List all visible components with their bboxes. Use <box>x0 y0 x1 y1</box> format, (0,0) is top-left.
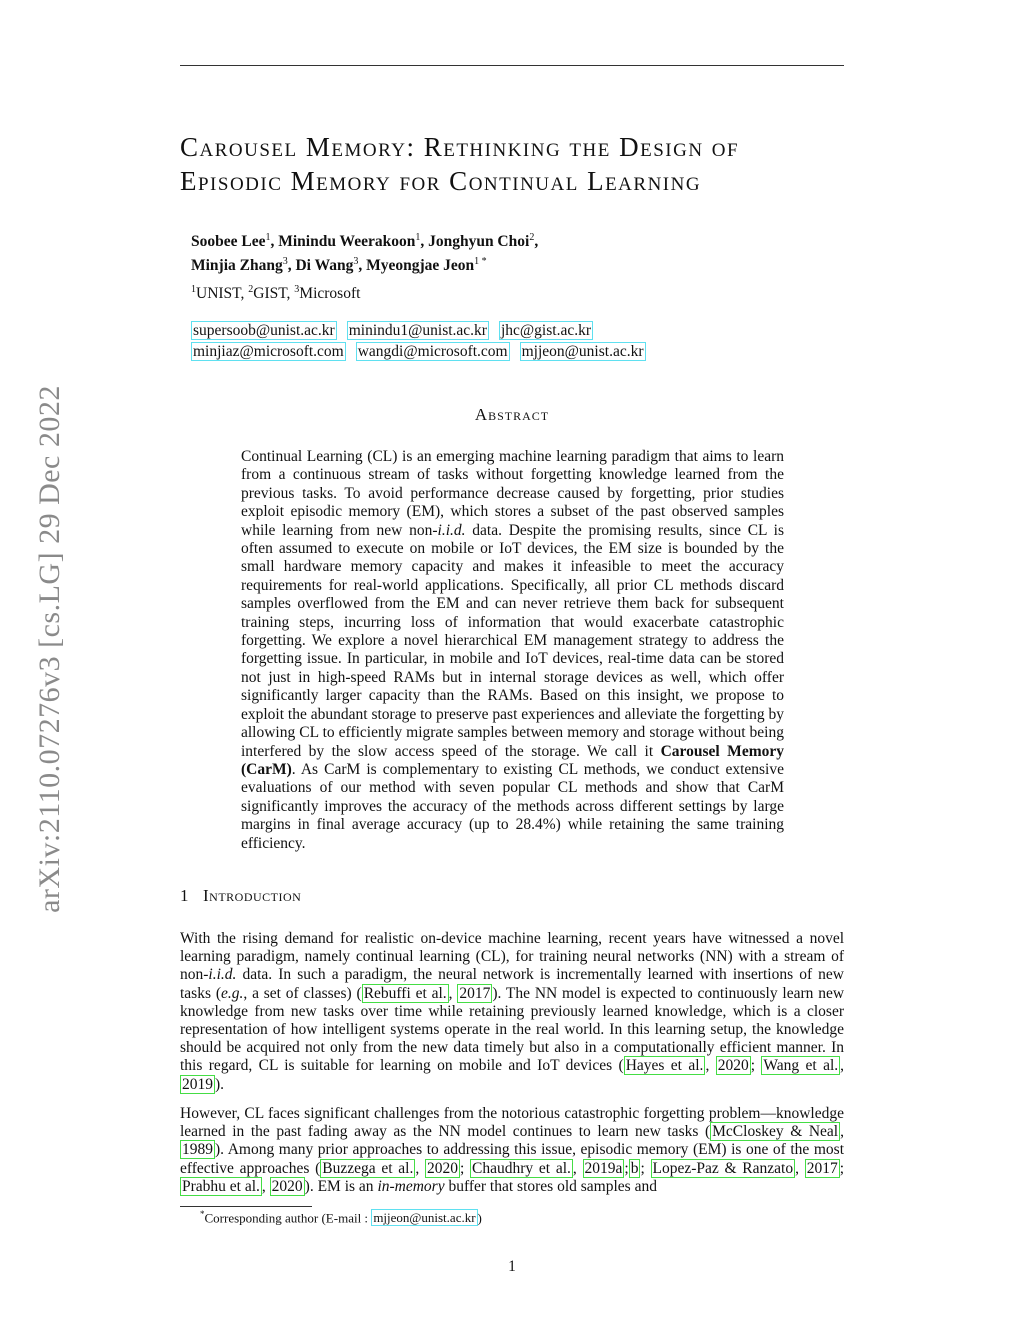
footnote-rule <box>180 1206 312 1207</box>
affiliations: $^1$UNIST, $^2$GIST, $^3$Microsoft <box>191 284 361 303</box>
carm-name: Carousel Memory (CarM) <box>241 742 784 778</box>
title-line-1: Carousel Memory: Rethinking the Design of <box>180 132 740 162</box>
citation-link[interactable]: 2020 <box>426 1159 458 1177</box>
citation-link[interactable]: 1989 <box>182 1141 213 1159</box>
citation-link[interactable]: 2017 <box>806 1159 838 1177</box>
email-link[interactable]: jhc@gist.ac.kr <box>500 322 591 339</box>
paper-title <box>180 130 850 198</box>
abstract-text: Continual Learning (CL) is an emerging machine learning paradigm that aims to learn from a continuous stream of tasks without forgetting knowledge learned from the previous tasks. To avoid performance decrease caused by forgetting, prior studies exploit episodic memory (EM), which stores a subset of the past observed samples while learning from new non-i.i.d. data. Despite the promising results, since CL is often assumed to execute on mobile or IoT devices, the EM size is bounded by the small hardware memory capacity and makes it infeasible to meet the accuracy requirements for real-world applications. Specifically, all prior CL methods discard samples overflowed from the EM and can never retrieve them back for subsequent training steps, incurring loss of information that would exacerbate catastrophic forgetting. We explore a novel hierarchical EM management strategy to address the forgetting issue. In particular, in mobile and IoT devices, real-time data can be stored not just in high-speed RAMs but in internal storage devices as well, which offer significantly larger capacity than the RAMs. Based on this insight, we propose to exploit the abundant storage to preserve past experiences and alleviate the forgetting by allowing CL to efficiently migrate samples between memory and storage without being interfered by the slow access speed of the storage. We call it Carousel Memory (CarM). As CarM is complementary to existing CL methods, we conduct extensive evaluations of our method with seven popular CL methods and show that CarM significantly improves the accuracy of the methods across different settings by large margins in final average accuracy (up to 28.4%) while retaining the same training efficiency. <box>241 448 784 852</box>
page-number: 1 <box>508 1258 516 1275</box>
email-link[interactable]: minindu1@unist.ac.kr <box>348 322 487 339</box>
email-link[interactable]: mjjeon@unist.ac.kr <box>521 343 644 360</box>
citation-link[interactable]: McCloskey & Neal <box>712 1123 839 1141</box>
author-mark: 2 <box>529 232 535 243</box>
email-line-1 <box>191 320 791 341</box>
email-link[interactable]: minjiaz@microsoft.com <box>193 343 344 360</box>
intro-paragraph-1: With the rising demand for realistic on-device machine learning, recent years have witnessed a novel learning paradigm, namely continual learning (CL), for training neural networks (NN) with a stream of non-i.i.d. data. In such a paradigm, the neural network is incrementally learned with insertions of new tasks (e.g., a set of classes) ( Rebuffi et al. , 2017 ). The NN model is expected to continuously learn new knowledge from new tasks over time while retaining previously learned knowledge, which is a closer representation of how intelligent systems operate in the real world. In this learning setup, the knowledge should be acquired not only from the new data timely but also in a computationally efficient manner. In this regard, CL is suitable for learning on mobile and IoT devices ( Hayes et al. , 2020 ; Wang et al. , 2019 ). <box>180 930 845 1093</box>
author-name: Di Wang <box>295 257 354 275</box>
citation-link[interactable]: 2020 <box>271 1177 303 1195</box>
author-name: Myeongjae Jeon <box>366 257 475 275</box>
author-name: Soobee Lee <box>191 233 266 251</box>
email-link[interactable]: supersoob@unist.ac.kr <box>193 322 335 339</box>
author-mark: 1 <box>415 232 421 243</box>
citation-link[interactable]: b <box>630 1159 639 1177</box>
email-link[interactable]: wangdi@microsoft.com <box>357 343 508 360</box>
arxiv-identifier: arXiv:2110.07276v3 [cs.LG] 29 Dec 2022 <box>33 385 66 913</box>
citation-link[interactable]: Buzzega et al. <box>322 1159 414 1177</box>
top-rule <box>180 65 844 66</box>
citation-link[interactable]: Lopez-Paz & Ranzato <box>652 1159 794 1177</box>
citation-link[interactable]: Prabhu et al. <box>182 1177 260 1195</box>
affiliation: UNIST <box>196 285 241 303</box>
citation-link[interactable]: 2020 <box>717 1057 749 1075</box>
footnote: *Corresponding author (E-mail : mjjeon@unist.ac.kr ) <box>200 1209 482 1226</box>
section-title: Introduction <box>203 886 302 905</box>
author-mark: 3 <box>353 256 359 268</box>
author-mark: 3 <box>282 256 288 268</box>
abstract-heading: Abstract <box>474 405 550 424</box>
author-mark: 1 * <box>474 256 487 268</box>
citation-link[interactable]: 2019 <box>182 1075 213 1093</box>
citation-link[interactable]: Hayes et al. <box>625 1057 704 1075</box>
citation-link[interactable]: 2019a <box>584 1159 623 1177</box>
section-number: 1 <box>180 886 189 905</box>
author-line-2: Minjia Zhang$^3$, Di Wang$^3$, Myeongjae Jeon$^{1 *}$ <box>191 256 487 275</box>
author-mark: 1 <box>265 232 271 243</box>
email-line-2 <box>191 341 791 362</box>
affiliation: Microsoft <box>299 285 361 303</box>
footnote-email-link[interactable]: mjjeon@unist.ac.kr <box>373 1210 476 1226</box>
author-name: Minjia Zhang <box>191 257 283 275</box>
section-heading <box>180 886 301 906</box>
author-name: Jonghyun Choi <box>428 233 530 251</box>
author-line-1: Soobee Lee$^1$, Minindu Weerakoon$^1$, Jonghyun Choi$^2$, <box>191 232 539 251</box>
title-line-2: Episodic Memory for Continual Learning <box>180 166 702 196</box>
author-list <box>191 228 791 276</box>
citation-link[interactable]: Chaudhry et al. <box>472 1159 571 1177</box>
email-list <box>191 320 791 362</box>
citation-link[interactable]: Wang et al. <box>763 1057 839 1075</box>
citation-link[interactable]: Rebuffi et al. <box>363 984 447 1002</box>
intro-paragraph-2: However, CL faces significant challenges from the notorious catastrophic forgetting problem—knowledge learned in the past fading away as the NN model continues to learn new tasks ( McCloskey & Neal , 1989 ). Among many prior approaches to addressing this issue, episodic memory (EM) is one of the most effective approaches ( Buzzega et al. , 2020 ; Chaudhry et al. , 2019a ; b ; Lopez-Paz & Ranzato , 2017 ; Prabhu et al. , 2020 ). EM is an in-memory buffer that stores old samples and <box>180 1105 845 1195</box>
citation-link[interactable]: 2017 <box>459 984 491 1002</box>
affiliation: GIST <box>253 285 287 303</box>
author-name: Minindu Weerakoon <box>278 233 416 251</box>
